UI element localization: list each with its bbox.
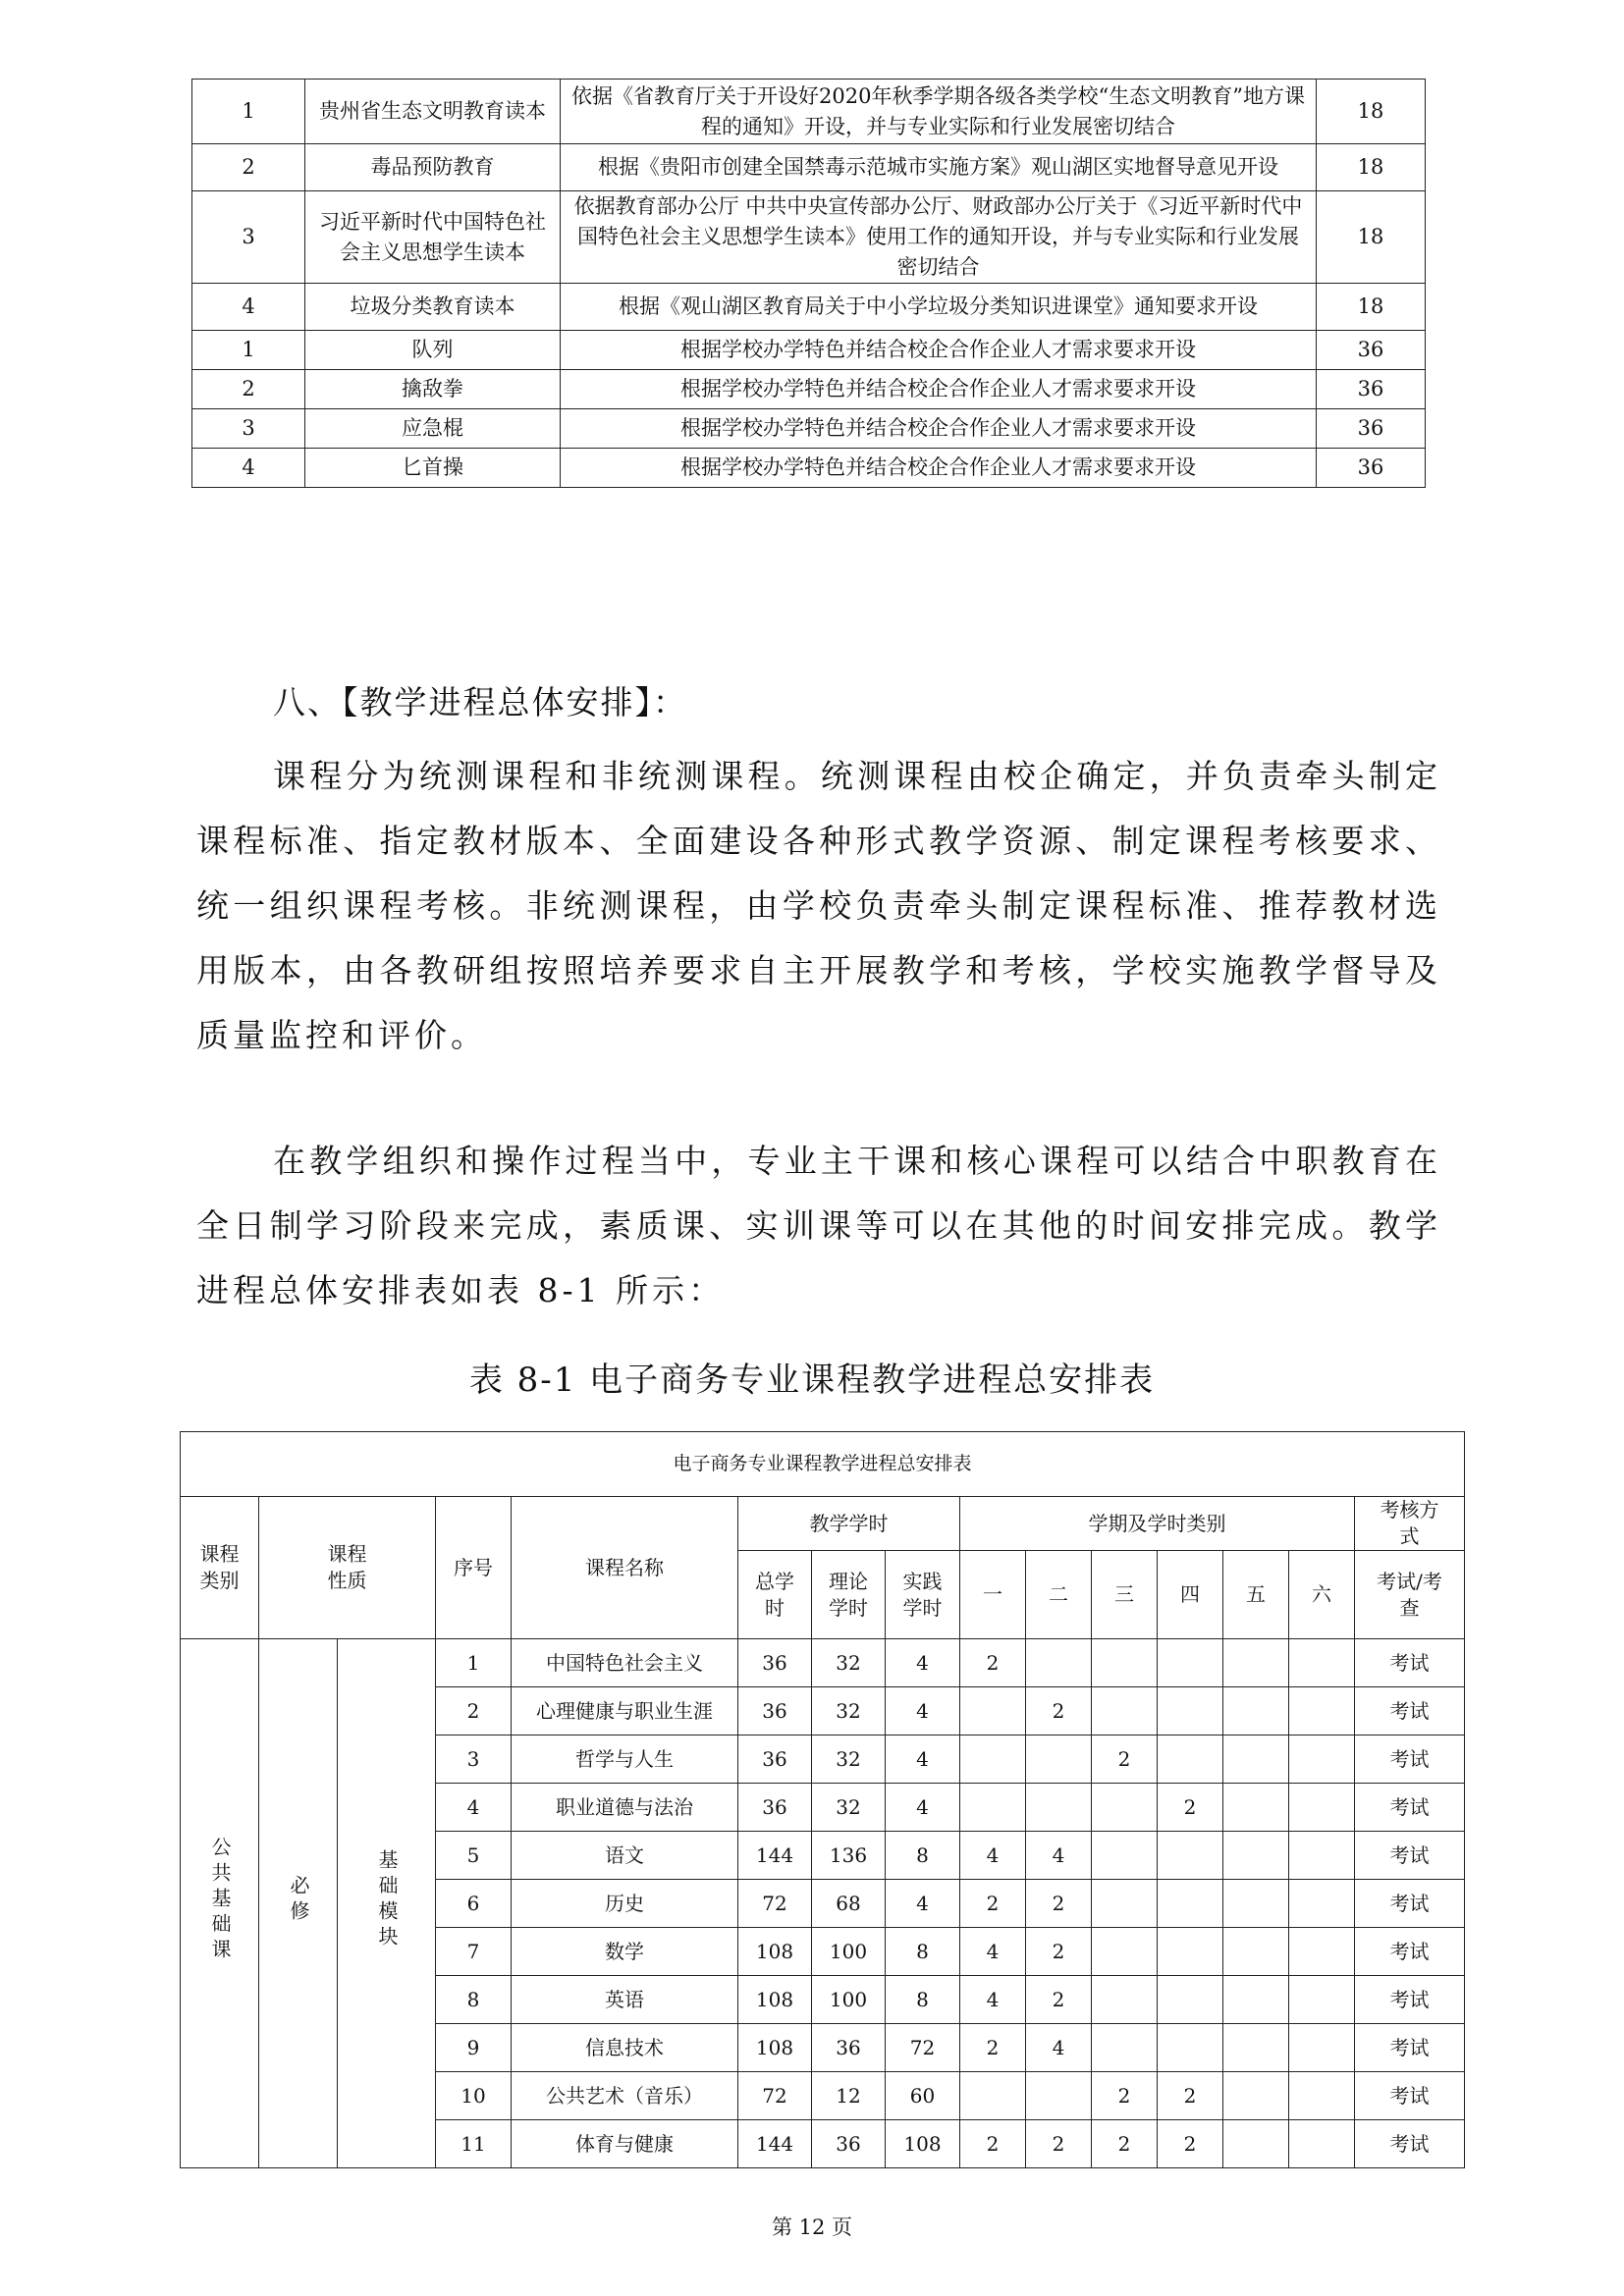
semester-6-cell	[1289, 1784, 1355, 1832]
semester-6-cell	[1289, 1832, 1355, 1880]
course-basis: 根据《贵阳市创建全国禁毒示范城市实施方案》观山湖区实地督导意见开设	[561, 144, 1317, 191]
table-row	[192, 80, 1426, 144]
header-sem4: 四	[1158, 1551, 1223, 1639]
exam-cell: 考试	[1355, 2120, 1465, 2168]
semester-6-cell	[1289, 1735, 1355, 1784]
row-number: 4	[192, 284, 305, 331]
course-table-top	[191, 79, 1426, 488]
semester-6-cell	[1289, 2072, 1355, 2120]
semester-3-cell	[1092, 1976, 1158, 2024]
semester-4-cell	[1158, 1832, 1223, 1880]
semester-6-cell	[1289, 1880, 1355, 1928]
semester-3-cell	[1092, 1639, 1158, 1687]
course-basis: 根据学校办学特色并结合校企合作企业人才需求要求开设	[561, 370, 1317, 409]
seq-cell: 6	[436, 1880, 512, 1928]
seq-cell: 10	[436, 2072, 512, 2120]
semester-3-cell	[1092, 1928, 1158, 1976]
semester-4-cell	[1158, 1928, 1223, 1976]
table-row	[192, 370, 1426, 409]
semester-3-cell	[1092, 1784, 1158, 1832]
semester-4-cell	[1158, 2024, 1223, 2072]
semester-6-cell	[1289, 2024, 1355, 2072]
seq-cell: 4	[436, 1784, 512, 1832]
practice-hours-cell: 8	[886, 1928, 960, 1976]
semester-5-cell	[1223, 1832, 1289, 1880]
row-number: 3	[192, 409, 305, 449]
row-number: 2	[192, 370, 305, 409]
semester-5-cell	[1223, 1976, 1289, 2024]
semester-3-cell: 2	[1092, 2120, 1158, 2168]
total-hours-cell: 36	[738, 1784, 812, 1832]
seq-cell: 2	[436, 1687, 512, 1735]
theory-hours-cell: 32	[812, 1639, 886, 1687]
course-name-cell: 语文	[512, 1832, 738, 1880]
course-name: 匕首操	[305, 449, 561, 488]
header-sem3: 三	[1092, 1551, 1158, 1639]
semester-1-cell: 2	[960, 2024, 1026, 2072]
course-basis: 根据学校办学特色并结合校企合作企业人才需求要求开设	[561, 449, 1317, 488]
semester-2-cell	[1026, 2072, 1092, 2120]
semester-5-cell	[1223, 1880, 1289, 1928]
header-seq: 序号	[436, 1497, 512, 1639]
semester-2-cell: 2	[1026, 1880, 1092, 1928]
total-hours-cell: 72	[738, 2072, 812, 2120]
schedule-title: 电子商务专业课程教学进程总安排表	[181, 1432, 1465, 1497]
practice-hours-cell: 4	[886, 1735, 960, 1784]
table-row	[192, 409, 1426, 449]
course-name-cell: 体育与健康	[512, 2120, 738, 2168]
module-cell	[338, 1639, 436, 2168]
header-sem2: 二	[1026, 1551, 1092, 1639]
course-name-cell: 历史	[512, 1880, 738, 1928]
theory-hours-cell: 100	[812, 1928, 886, 1976]
semester-6-cell	[1289, 1928, 1355, 1976]
theory-hours-cell: 12	[812, 2072, 886, 2120]
practice-hours-cell: 8	[886, 1976, 960, 2024]
semester-6-cell	[1289, 1687, 1355, 1735]
course-name: 习近平新时代中国特色社会主义思想学生读本	[305, 191, 561, 284]
semester-1-cell	[960, 1784, 1026, 1832]
semester-1-cell: 4	[960, 1832, 1026, 1880]
exam-cell: 考试	[1355, 1832, 1465, 1880]
course-name: 擒敌拳	[305, 370, 561, 409]
semester-3-cell	[1092, 1687, 1158, 1735]
course-name-cell: 职业道德与法治	[512, 1784, 738, 1832]
theory-hours-cell: 32	[812, 1735, 886, 1784]
total-hours-cell: 144	[738, 2120, 812, 2168]
course-hours: 18	[1317, 80, 1426, 144]
semester-2-cell	[1026, 1735, 1092, 1784]
course-name: 垃圾分类教育读本	[305, 284, 561, 331]
semester-6-cell	[1289, 1639, 1355, 1687]
total-hours-cell: 36	[738, 1735, 812, 1784]
semester-4-cell	[1158, 1880, 1223, 1928]
course-name-cell: 信息技术	[512, 2024, 738, 2072]
semester-2-cell: 2	[1026, 1976, 1092, 2024]
table-row	[192, 191, 1426, 284]
semester-2-cell: 2	[1026, 2120, 1092, 2168]
practice-hours-cell: 8	[886, 1832, 960, 1880]
header-exam-group: 考核方 式	[1355, 1497, 1465, 1551]
semester-5-cell	[1223, 2024, 1289, 2072]
semester-2-cell: 4	[1026, 2024, 1092, 2072]
header-sem6: 六	[1289, 1551, 1355, 1639]
theory-hours-cell: 136	[812, 1832, 886, 1880]
row-number: 2	[192, 144, 305, 191]
seq-cell: 8	[436, 1976, 512, 2024]
semester-5-cell	[1223, 1928, 1289, 1976]
theory-hours-cell: 100	[812, 1976, 886, 2024]
category-label: 公共基础课	[208, 1836, 232, 1964]
exam-cell: 考试	[1355, 1639, 1465, 1687]
exam-cell: 考试	[1355, 1928, 1465, 1976]
table-row	[192, 331, 1426, 370]
exam-cell: 考试	[1355, 1976, 1465, 2024]
semester-6-cell	[1289, 1976, 1355, 2024]
practice-hours-cell: 4	[886, 1880, 960, 1928]
paragraph: 在教学组织和操作过程当中，专业主干课和核心课程可以结合中职教育在全日制学习阶段来完成，素质课、实训课等可以在其他的时间安排完成。教学进程总体安排表如表 8-1 所示：	[196, 1142, 1441, 1309]
exam-cell: 考试	[1355, 1880, 1465, 1928]
total-hours-cell: 36	[738, 1639, 812, 1687]
course-basis: 依据《省教育厅关于开设好2020年秋季学期各级各类学校“生态文明教育”地方课程的通知》开设，并与专业实际和行业发展密切结合	[561, 80, 1317, 144]
header-practice: 实践 学时	[886, 1551, 960, 1639]
header-theory: 理论 学时	[812, 1551, 886, 1639]
course-name-cell: 数学	[512, 1928, 738, 1976]
semester-5-cell	[1223, 2072, 1289, 2120]
course-basis: 根据学校办学特色并结合校企合作企业人才需求要求开设	[561, 409, 1317, 449]
course-name: 毒品预防教育	[305, 144, 561, 191]
table-row	[181, 1639, 1465, 1687]
course-basis: 依据教育部办公厅 中共中央宣传部办公厅、财政部办公厅关于《习近平新时代中国特色社会主义思想学生读本》使用工作的通知开设，并与专业实际和行业发展密切结合	[561, 191, 1317, 284]
semester-1-cell: 2	[960, 1639, 1026, 1687]
table-row	[192, 284, 1426, 331]
seq-cell: 1	[436, 1639, 512, 1687]
page-number: 第 12 页	[771, 2216, 853, 2239]
row-number: 1	[192, 331, 305, 370]
semester-1-cell: 2	[960, 1880, 1026, 1928]
course-basis: 根据《观山湖区教育局关于中小学垃圾分类知识进课堂》通知要求开设	[561, 284, 1317, 331]
course-hours: 18	[1317, 191, 1426, 284]
semester-2-cell	[1026, 1639, 1092, 1687]
semester-2-cell: 4	[1026, 1832, 1092, 1880]
exam-cell: 考试	[1355, 1784, 1465, 1832]
semester-4-cell	[1158, 1687, 1223, 1735]
exam-cell: 考试	[1355, 1687, 1465, 1735]
semester-4-cell: 2	[1158, 2072, 1223, 2120]
header-nature: 课程 性质	[259, 1497, 436, 1639]
exam-cell: 考试	[1355, 2024, 1465, 2072]
semester-4-cell: 2	[1158, 2120, 1223, 2168]
semester-4-cell	[1158, 1976, 1223, 2024]
header-course-name: 课程名称	[512, 1497, 738, 1639]
semester-5-cell	[1223, 1687, 1289, 1735]
header-sem5: 五	[1223, 1551, 1289, 1639]
total-hours-cell: 144	[738, 1832, 812, 1880]
semester-1-cell	[960, 2072, 1026, 2120]
theory-hours-cell: 32	[812, 1784, 886, 1832]
semester-2-cell	[1026, 1784, 1092, 1832]
practice-hours-cell: 4	[886, 1784, 960, 1832]
table-caption: 表 8-1 电子商务专业课程教学进程总安排表	[468, 1361, 1156, 1400]
practice-hours-cell: 72	[886, 2024, 960, 2072]
theory-hours-cell: 68	[812, 1880, 886, 1928]
semester-5-cell	[1223, 2120, 1289, 2168]
row-number: 1	[192, 80, 305, 144]
course-name-cell: 中国特色社会主义	[512, 1639, 738, 1687]
category-cell	[181, 1639, 259, 2168]
section-heading: 八、【教学进程总体安排】：	[273, 683, 687, 721]
semester-4-cell	[1158, 1735, 1223, 1784]
course-name-cell: 公共艺术（音乐）	[512, 2072, 738, 2120]
semester-1-cell: 4	[960, 1928, 1026, 1976]
course-hours: 36	[1317, 331, 1426, 370]
course-name: 贵州省生态文明教育读本	[305, 80, 561, 144]
semester-1-cell: 4	[960, 1976, 1026, 2024]
module-label: 基础模块	[375, 1848, 399, 1951]
course-hours: 36	[1317, 370, 1426, 409]
semester-2-cell: 2	[1026, 1687, 1092, 1735]
total-hours-cell: 108	[738, 1928, 812, 1976]
seq-cell: 7	[436, 1928, 512, 1976]
table-row	[192, 144, 1426, 191]
total-hours-cell: 36	[738, 1687, 812, 1735]
nature-label: 必修	[287, 1874, 310, 1926]
practice-hours-cell: 4	[886, 1639, 960, 1687]
row-number: 4	[192, 449, 305, 488]
total-hours-cell: 108	[738, 1976, 812, 2024]
theory-hours-cell: 36	[812, 2024, 886, 2072]
semester-2-cell: 2	[1026, 1928, 1092, 1976]
practice-hours-cell: 60	[886, 2072, 960, 2120]
header-category: 课程 类别	[181, 1497, 259, 1639]
header-exam: 考试/考 查	[1355, 1551, 1465, 1639]
practice-hours-cell: 108	[886, 2120, 960, 2168]
seq-cell: 9	[436, 2024, 512, 2072]
semester-5-cell	[1223, 1784, 1289, 1832]
total-hours-cell: 108	[738, 2024, 812, 2072]
course-name: 队列	[305, 331, 561, 370]
paragraph: 课程分为统测课程和非统测课程。统测课程由校企确定，并负责牵头制定课程标准、指定教材版本、全面建设各种形式教学资源、制定课程考核要求、统一组织课程考核。非统测课程，由学校负责牵头制定课程标准、推荐教材选用版本，由各教研组按照培养要求自主开展教学和考核，学校实施教学督导及质量监控和评价。	[196, 757, 1441, 1054]
schedule-table	[180, 1431, 1465, 2168]
row-number: 3	[192, 191, 305, 284]
practice-hours-cell: 4	[886, 1687, 960, 1735]
course-name-cell: 英语	[512, 1976, 738, 2024]
nature-cell	[259, 1639, 338, 2168]
course-hours: 36	[1317, 449, 1426, 488]
semester-1-cell	[960, 1735, 1026, 1784]
theory-hours-cell: 36	[812, 2120, 886, 2168]
header-total: 总学 时	[738, 1551, 812, 1639]
semester-3-cell	[1092, 1832, 1158, 1880]
semester-3-cell: 2	[1092, 2072, 1158, 2120]
total-hours-cell: 72	[738, 1880, 812, 1928]
course-hours: 36	[1317, 409, 1426, 449]
seq-cell: 11	[436, 2120, 512, 2168]
semester-5-cell	[1223, 1639, 1289, 1687]
semester-3-cell	[1092, 2024, 1158, 2072]
header-hours-group: 教学学时	[738, 1497, 960, 1551]
exam-cell: 考试	[1355, 2072, 1465, 2120]
header-semester-group: 学期及学时类别	[960, 1497, 1355, 1551]
semester-1-cell	[960, 1687, 1026, 1735]
semester-3-cell	[1092, 1880, 1158, 1928]
semester-5-cell	[1223, 1735, 1289, 1784]
seq-cell: 3	[436, 1735, 512, 1784]
seq-cell: 5	[436, 1832, 512, 1880]
course-hours: 18	[1317, 144, 1426, 191]
semester-3-cell: 2	[1092, 1735, 1158, 1784]
course-basis: 根据学校办学特色并结合校企合作企业人才需求要求开设	[561, 331, 1317, 370]
theory-hours-cell: 32	[812, 1687, 886, 1735]
semester-4-cell	[1158, 1639, 1223, 1687]
course-hours: 18	[1317, 284, 1426, 331]
semester-1-cell: 2	[960, 2120, 1026, 2168]
semester-4-cell: 2	[1158, 1784, 1223, 1832]
exam-cell: 考试	[1355, 1735, 1465, 1784]
course-name-cell: 哲学与人生	[512, 1735, 738, 1784]
table-row	[192, 449, 1426, 488]
semester-6-cell	[1289, 2120, 1355, 2168]
course-name: 应急棍	[305, 409, 561, 449]
course-name-cell: 心理健康与职业生涯	[512, 1687, 738, 1735]
header-sem1: 一	[960, 1551, 1026, 1639]
